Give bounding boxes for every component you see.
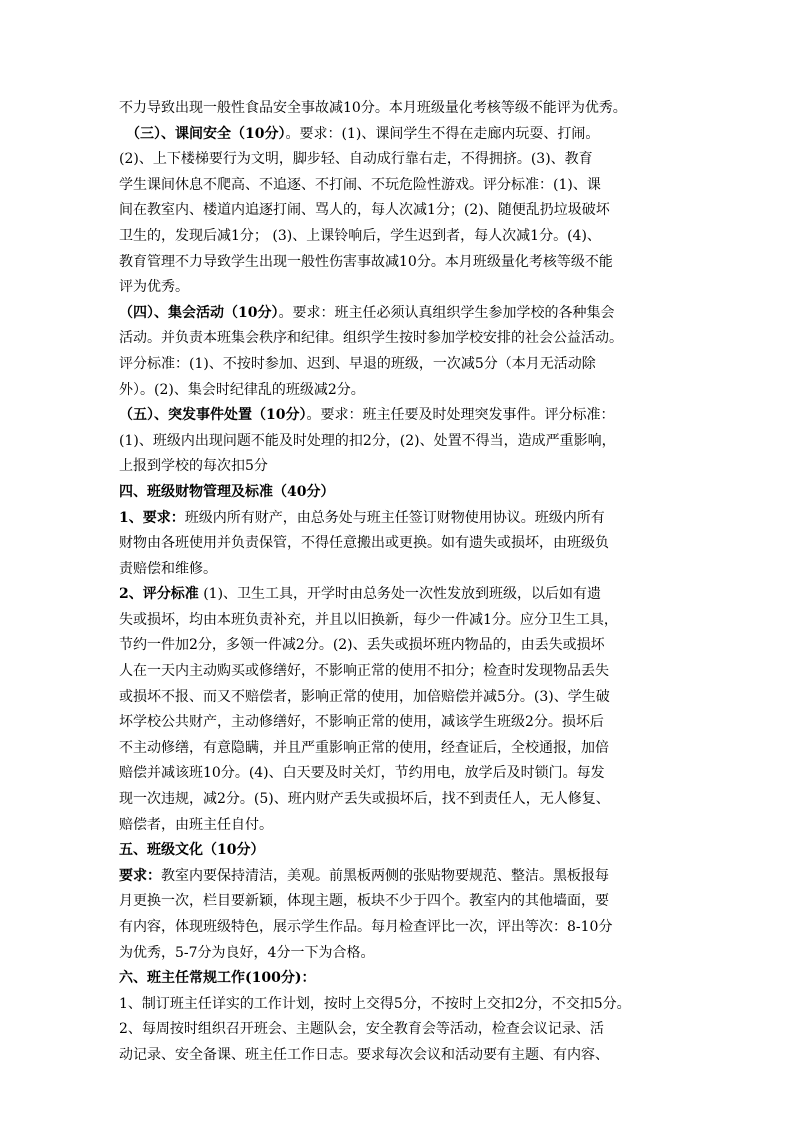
text-line-8 bbox=[119, 275, 684, 301]
text-line-27-body: 赔偿并减该班10分。(4)、白天要及时关灯，节约用电，放学后及时锁门。每发 bbox=[119, 765, 605, 782]
text-line-25-body: 坏学校公共财产，主动修缮好，不影响正常的使用，减该学生班级2分。损坏后 bbox=[119, 714, 604, 731]
text-line-37-body: 2、每周按时组织召开班会、主题队会，安全教育会等活动，检查会议记录、活 bbox=[119, 1021, 604, 1038]
text-line-21-body: 失或损坏，均由本班负责补充，并且以旧换新，每少一件减1分。应分卫生工具， bbox=[119, 611, 618, 628]
text-line-36 bbox=[119, 992, 684, 1018]
text-line-15 bbox=[119, 454, 684, 480]
text-line-23-body: 人在一天内主动购买或修缮好，不影响正常的使用不扣分；检查时发现物品丢失 bbox=[119, 663, 609, 680]
section-heading-5: （五）、突发事件处置（10分） bbox=[119, 407, 307, 424]
text-line-32 bbox=[119, 889, 684, 915]
text-line-23 bbox=[119, 659, 684, 685]
text-line-19 bbox=[119, 557, 684, 583]
text-line-3-body: (2)、上下楼梯要行为文明，脚步轻、自动成行靠右走，不得拥挤。(3)、教育 bbox=[119, 151, 593, 168]
text-line-6-body: 卫生的，发现后减1分； (3)、上课铃响后，学生迟到者，每人次减1分。(4)、 bbox=[119, 227, 601, 244]
text-line-22 bbox=[119, 633, 684, 659]
text-line-10-body: 活动。并负责本班集会秩序和纪律。组织学生按时参加学校安排的社会公益活动。 bbox=[119, 330, 623, 347]
text-line-37 bbox=[119, 1017, 684, 1043]
section-heading-4: （四）、集会活动（10分） bbox=[119, 304, 279, 321]
text-line-33 bbox=[119, 915, 684, 941]
chapter-heading-4-line bbox=[119, 480, 684, 506]
section-heading-5-line bbox=[119, 403, 684, 429]
text-line-5 bbox=[119, 198, 684, 224]
section-heading-3: （三）、课间安全（10分） bbox=[126, 125, 286, 142]
subheading-scoring: 2、评分标准 bbox=[119, 586, 199, 603]
text-line-8-body: 评为优秀。 bbox=[119, 279, 189, 296]
text-line-24-body: 或损坏不报、而又不赔偿者，影响正常的使用，加倍赔偿并减5分。(3)、学生破 bbox=[119, 688, 610, 705]
text-line-34-body: 为优秀，5-7分为良好，4分一下为合格。 bbox=[119, 944, 375, 961]
text-line-6 bbox=[119, 224, 684, 250]
text-line-26-body: 不主动修缮，有意隐瞒，并且严重影响正常的使用，经查证后，全校通报，加倍 bbox=[119, 739, 609, 756]
text-line-34 bbox=[119, 941, 684, 967]
subheading-requirements-line bbox=[119, 506, 684, 532]
text-line-9-body: 。要求：班主任必须认真组织学生参加学校的各种集会 bbox=[278, 304, 615, 321]
text-line-19-body: 责赔偿和维修。 bbox=[119, 560, 217, 577]
section-heading-3-line bbox=[119, 122, 684, 148]
chapter-heading-5-line bbox=[119, 838, 684, 864]
text-line-26 bbox=[119, 736, 684, 762]
text-line-7 bbox=[119, 250, 684, 276]
section-heading-4-line bbox=[119, 301, 684, 327]
text-line-29 bbox=[119, 813, 684, 839]
subheading-scoring-line bbox=[119, 582, 684, 608]
text-line-36-body: 1、制订班主任详实的工作计划，按时上交得5分，不按时上交扣2分，不交扣5分。 bbox=[119, 995, 631, 1012]
text-line-32-body: 月更换一次，栏目要新颖，体现主题，板块不少于四个。教室内的其他墙面，要 bbox=[119, 893, 609, 910]
text-line-24 bbox=[119, 685, 684, 711]
text-line-38 bbox=[119, 1043, 684, 1069]
text-line-18 bbox=[119, 531, 684, 557]
subheading-culture-requirements-line bbox=[119, 864, 684, 890]
text-line-25 bbox=[119, 710, 684, 736]
text-line-10 bbox=[119, 326, 684, 352]
text-line-14-body: (1)、班级内出现问题不能及时处理的扣2分，(2)、处置不得当，造成严重影响， bbox=[119, 432, 616, 449]
text-line-28 bbox=[119, 787, 684, 813]
text-line-20-body: (1)、卫生工具，开学时由总务处一次性发放到班级，以后如有遗 bbox=[198, 586, 602, 603]
text-line-13-body: 。要求：班主任要及时处理突发事件。评分标准： bbox=[306, 407, 615, 424]
text-line-22-body: 节约一件加2分，多领一件减2分。(2)、丢失或损坏班内物品的，由丢失或损坏 bbox=[119, 637, 605, 654]
text-line-31-body: 教室内要保持清洁，美观。前黑板两侧的张贴物要规范、整洁。黑板报每 bbox=[161, 867, 609, 884]
chapter-heading-4: 四、班级财物管理及标准（40分） bbox=[119, 483, 335, 500]
text-line-38-body: 动记录、安全备课、班主任工作日志。要求每次会议和活动要有主题、有内容、 bbox=[119, 1046, 609, 1063]
text-line-1 bbox=[119, 96, 684, 122]
chapter-heading-6: 六、班主任常规工作(100分)： bbox=[119, 970, 316, 987]
text-line-12 bbox=[119, 378, 684, 404]
chapter-heading-5: 五、班级文化（10分） bbox=[119, 842, 265, 859]
text-line-29-body: 赔偿者，由班主任自付。 bbox=[119, 816, 273, 833]
text-line-3 bbox=[119, 147, 684, 173]
text-line-4 bbox=[119, 173, 684, 199]
text-line-12-body: 外）。(2)、集会时纪律乱的班级减2分。 bbox=[119, 381, 365, 398]
chapter-heading-6-line bbox=[119, 966, 684, 992]
text-line-14 bbox=[119, 429, 684, 455]
text-line-28-body: 现一次违规，减2分。(5)、班内财产丢失或损坏后，找不到责任人，无人修复、 bbox=[119, 791, 610, 808]
text-line-11-body: 评分标准：(1)、不按时参加、迟到、早退的班级，一次减5分（本月无活动除 bbox=[119, 355, 596, 372]
text-line-11 bbox=[119, 352, 684, 378]
text-line-5-body: 间在教室内、楼道内追逐打闹、骂人的，每人次减1分；(2)、随便乱扔垃圾破坏 bbox=[119, 202, 610, 219]
text-line-17-body: 班级内所有财产，由总务处与班主任签订财物使用协议。班级内所有 bbox=[184, 509, 605, 526]
text-line-1-body: 不力导致出现一般性食品安全事故减10分。本月班级量化考核等级不能评为优秀。 bbox=[119, 100, 627, 116]
text-line-21 bbox=[119, 608, 684, 634]
text-line-27 bbox=[119, 761, 684, 787]
text-line-15-body: 上报到学校的每次扣5分 bbox=[119, 458, 268, 475]
subheading-culture-requirements: 要求： bbox=[119, 867, 161, 884]
text-line-33-body: 有内容，体现班级特色，展示学生作品。每月检查评比一次，评出等次：8-10分 bbox=[119, 919, 613, 935]
text-line-4-body: 学生课间休息不爬高、不追逐、不打闹、不玩危险性游戏。评分标准：(1)、课 bbox=[119, 176, 601, 193]
text-line-2-body: 。要求：(1)、课间学生不得在走廊内玩耍、打闹。 bbox=[285, 125, 600, 142]
document-body bbox=[119, 96, 684, 1069]
subheading-requirements: 1、要求： bbox=[119, 509, 185, 526]
text-line-7-body: 教育管理不力导致学生出现一般性伤害事故减10分。本月班级量化考核等级不能 bbox=[119, 253, 613, 270]
text-line-18-body: 财物由各班使用并负责保管，不得任意搬出或更换。如有遗失或损坏，由班级负 bbox=[119, 535, 609, 552]
